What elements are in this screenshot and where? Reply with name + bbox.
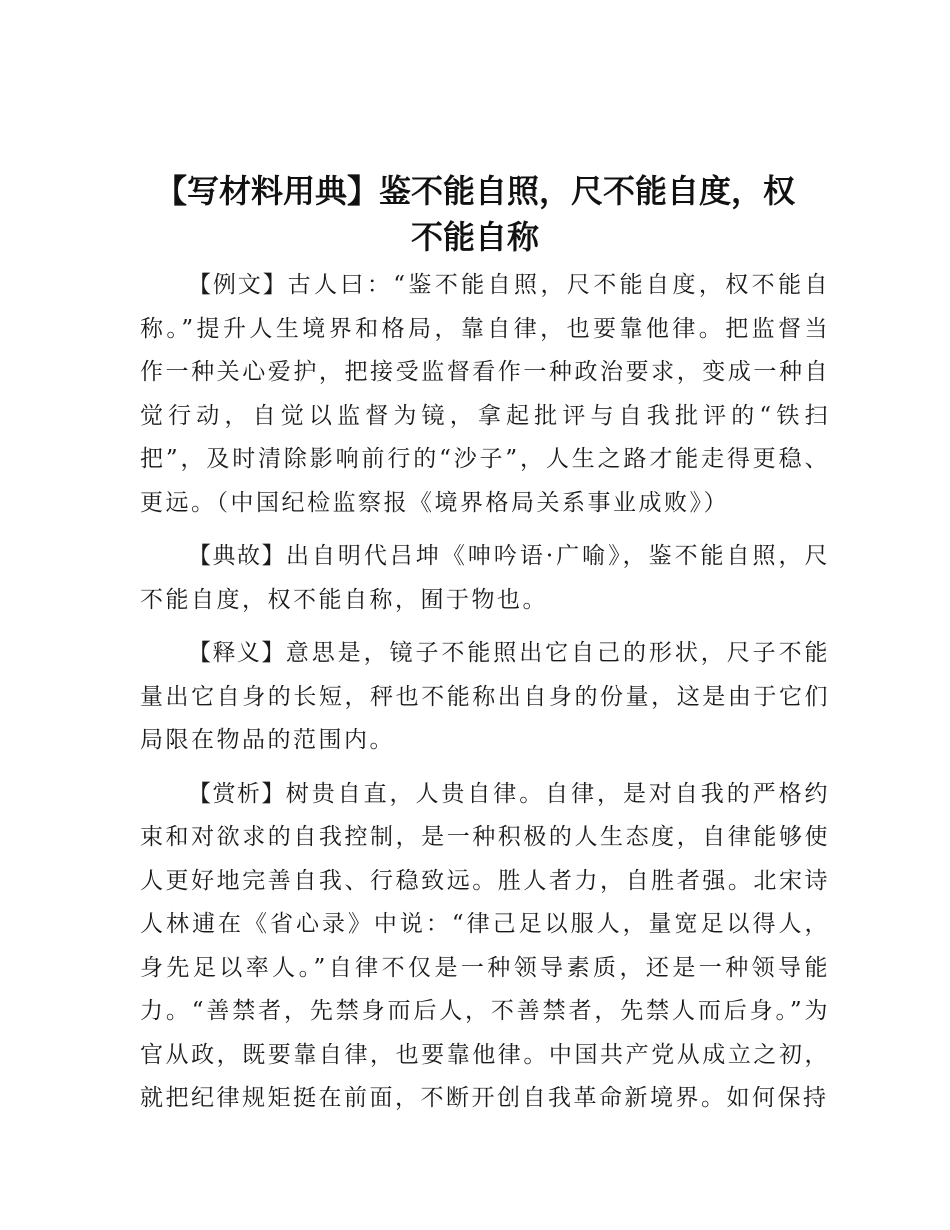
paragraph-text: 意思是，镜子不能照出它自己的形状，尺子不能量出它自身的长短，秤也不能称出自身的份量，这是由于它们局限在物品的范围内。 [140,640,830,753]
paragraph-example [140,264,830,525]
paragraph-text: 树贵自直，人贵自律。自律，是对自我的严格约束和对欲求的自我控制，是一种积极的人生态度，自律能够使人更好地完善自我、行稳致远。胜人者力，自胜者强。北宋诗人林逋在《省心录》中说：“律己足以服人，量宽足以得人，身先足以率人。”自律不仅是一种领导素质，还是一种领导能力。“善禁者，先禁身而后人，不善禁者，先禁人而后身。”为官从政，既要靠自律，也要靠他律。中国共产党从成立之初，就把纪律规矩挺在前面，不断开创自我革命新境界。如何保持 [140,780,830,1111]
document-body [140,264,830,1131]
paragraph-tag: 【典故】 [188,543,286,569]
paragraph-appreciation [140,773,830,1121]
paragraph-tag: 【赏析】 [188,780,286,807]
paragraph-meaning [140,632,830,763]
paragraph-allusion [140,535,830,622]
document-title: 【写材料用典】鉴不能自照，尺不能自度，权不能自称 [154,172,795,256]
paragraph-tag: 【例文】 [188,272,288,298]
paragraph-text: 出自明代吕坤《呻吟语·广喻》，鉴不能自照，尺不能自度，权不能自称，囿于物也。 [140,543,831,613]
paragraph-tag: 【释义】 [188,640,286,666]
paragraph-text: 古人曰：“鉴不能自照，尺不能自度，权不能自称。”提升人生境界和格局，靠自律，也要靠他律。把监督当作一种关心爱护，把接受监督看作一种政治要求，变成一种自觉行动，自觉以监督为镜，拿起批评与自我批评的“铁扫把”，及时清除影响前行的“沙子”，人生之路才能走得更稳、更远。（中国纪检监察报《境界格局关系事业成败》） [140,272,830,516]
